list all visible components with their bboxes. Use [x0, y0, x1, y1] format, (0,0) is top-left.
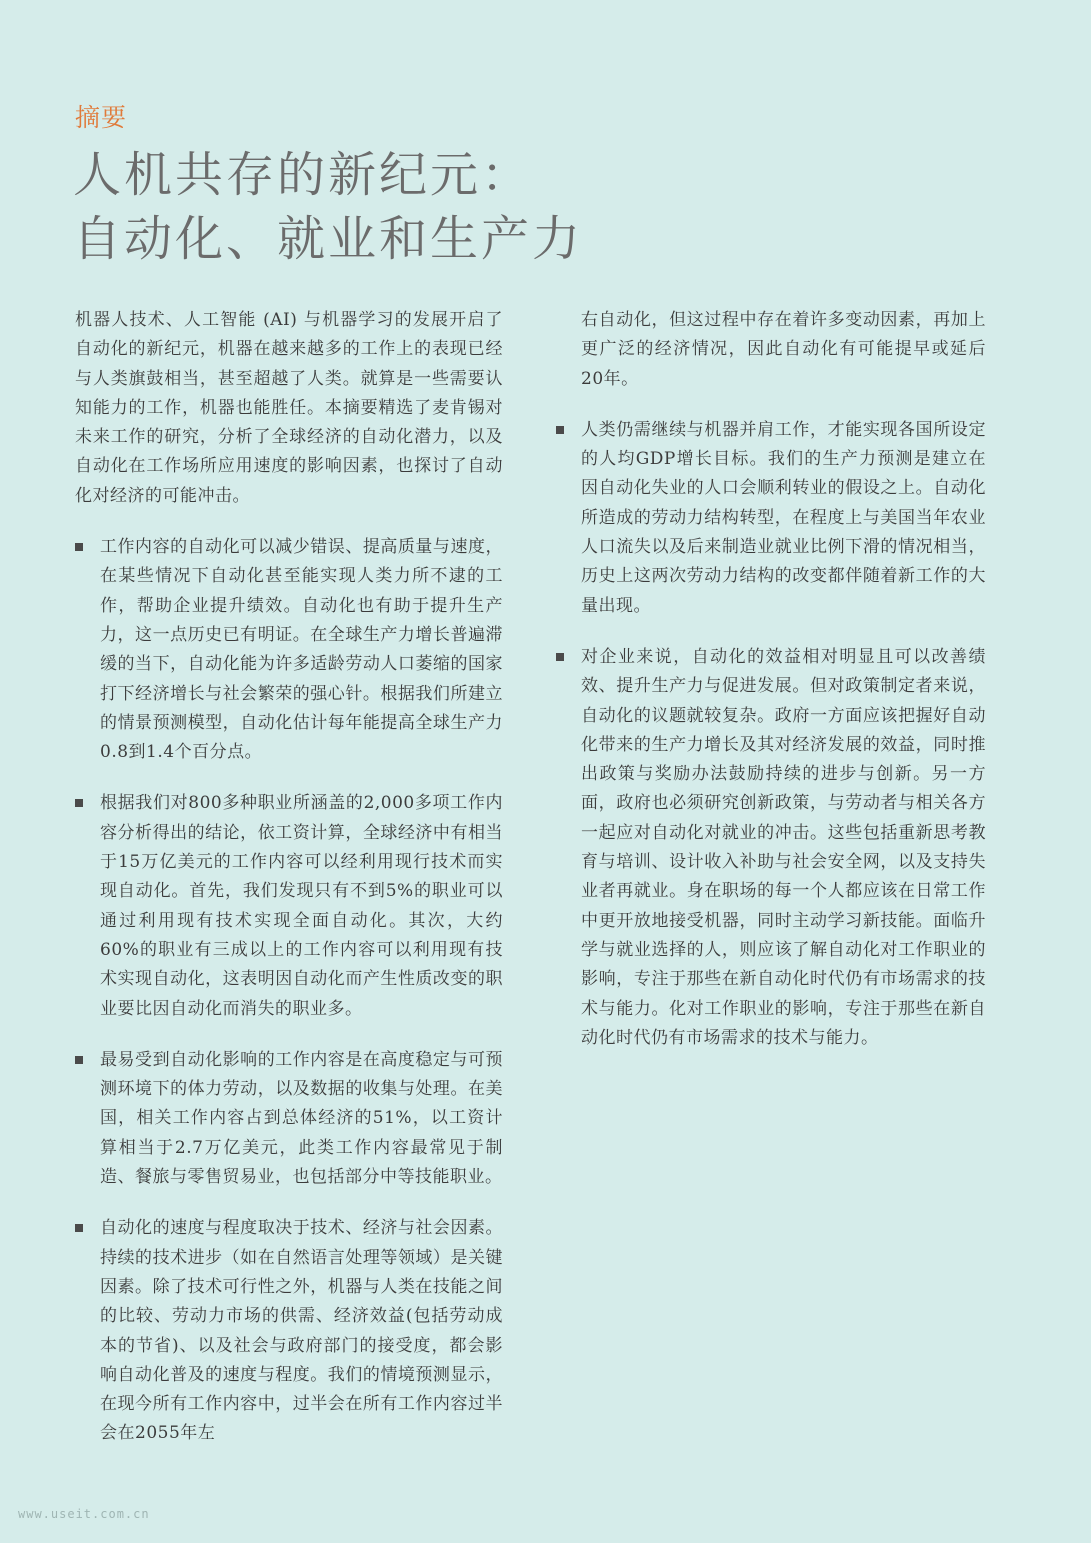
bullet-text: 对企业来说，自动化的效益相对明显且可以改善绩效、提升生产力与促进发展。但对政策制定者来说，自动化的议题就较复杂。政府一方面应该把握好自动化带来的生产力增长及其对经济发展的效益，同时推出政策与奖励办法鼓励持续的进步与创新。另一方面，政府也必须研究创新政策，与劳动者与相关各方一起应对自动化对就业的冲击。这些包括重新思考教育与培训、设计收入补助与社会安全网，以及支持失业者再就业。身在职场的每一个人都应该在日常工作中更开放地接受机器，同时主动学习新技能。面临升学与就业选择的人，则应该了解自动化对工作职业的影响，专注于那些在新自动化时代仍有市场需求的技术与能力。化对工作职业的影响，专注于那些在新自动化时代仍有市场需求的技术与能力。: [581, 646, 986, 1048]
bullet-text: 最易受到自动化影响的工作内容是在高度稳定与可预测环境下的体力劳动，以及数据的收集与处理。在美国，相关工作内容占到总体经济的51%，以工资计算相当于2.7万亿美元，此类工作内容最常见于制造、餐旅与零售贸易业，也包括部分中等技能职业。: [100, 1049, 503, 1188]
page-title: [73, 143, 583, 271]
square-bullet-icon: [75, 543, 83, 551]
bullet-text: 自动化的速度与程度取决于技术、经济与社会因素。持续的技术进步（如在自然语言处理等领域）是关键因素。除了技术可行性之外，机器与人类在技能之间的比较、劳动力市场的供需、经济效益(包括劳动成本的节省)、以及社会与政府部门的接受度，都会影响自动化普及的速度与程度。我们的情境预测显示，在现今所有工作内容中，过半会在所有工作内容过半会在2055年左: [100, 1218, 503, 1444]
bullet-text: 工作内容的自动化可以减少错误、提高质量与速度，在某些情况下自动化甚至能实现人类力所不逮的工作，帮助企业提升绩效。自动化也有助于提升生产力，这一点历史已有明证。在全球生产力增长普遍滞缓的当下，自动化能为许多适龄劳动人口萎缩的国家打下经济增长与社会繁荣的强心针。根据我们所建立的情景预测模型，自动化估计每年能提高全球生产力0.8到1.4个百分点。: [100, 537, 503, 763]
square-bullet-icon: [75, 799, 83, 807]
title-line-2: 自动化、就业和生产力: [73, 211, 584, 267]
bullet-item: [75, 533, 503, 767]
continuation-paragraph: 右自动化，但这过程中存在着许多变动因素，再加上更广泛的经济情况，因此自动化有可能提早或延后20年。: [581, 310, 986, 389]
bullet-item: [75, 789, 503, 1023]
title-line-1: 人机共存的新纪元：: [73, 147, 533, 203]
intro-paragraph: 机器人技术、人工智能 (AI) 与机器学习的发展开启了自动化的新纪元，机器在越来越多的工作上的表现已经与人类旗鼓相当，甚至超越了人类。就算是一些需要认知能力的工作，机器也能胜任。本摘要精选了麦肯锡对未来工作的研究，分析了全球经济的自动化潜力，以及自动化在工作场所应用速度的影响因素，也探讨了自动化对经济的可能冲击。: [75, 310, 503, 506]
left-column: [75, 306, 503, 1471]
section-label: 摘要: [75, 103, 128, 132]
right-column: [556, 306, 986, 1075]
bullet-text: 根据我们对800多种职业所涵盖的2,000多项工作内容分析得出的结论，依工资计算，全球经济中有相当于15万亿美元的工作内容可以经利用现行技术而实现自动化。首先，我们发现只有不到5%的职业可以通过利用现有技术实现全面自动化。其次，大约60%的职业有三成以上的工作内容可以利用现有技术实现自动化，这表明因自动化而产生性质改变的职业要比因自动化而消失的职业多。: [100, 793, 503, 1019]
bullet-item: [556, 643, 986, 1053]
square-bullet-icon: [556, 653, 564, 661]
bullet-item: [556, 416, 986, 621]
bullet-item: [75, 1046, 503, 1192]
watermark: www.useit.com.cn: [18, 1507, 150, 1521]
square-bullet-icon: [75, 1224, 83, 1232]
square-bullet-icon: [556, 426, 564, 434]
square-bullet-icon: [75, 1056, 83, 1064]
bullet-text: 人类仍需继续与机器并肩工作，才能实现各国所设定的人均GDP增长目标。我们的生产力预测是建立在因自动化失业的人口会顺利转业的假设之上。自动化所造成的劳动力结构转型，在程度上与美国当年农业人口流失以及后来制造业就业比例下滑的情况相当，历史上这两次劳动力结构的改变都伴随着新工作的大量出现。: [581, 419, 986, 616]
bullet-item: [75, 1214, 503, 1448]
